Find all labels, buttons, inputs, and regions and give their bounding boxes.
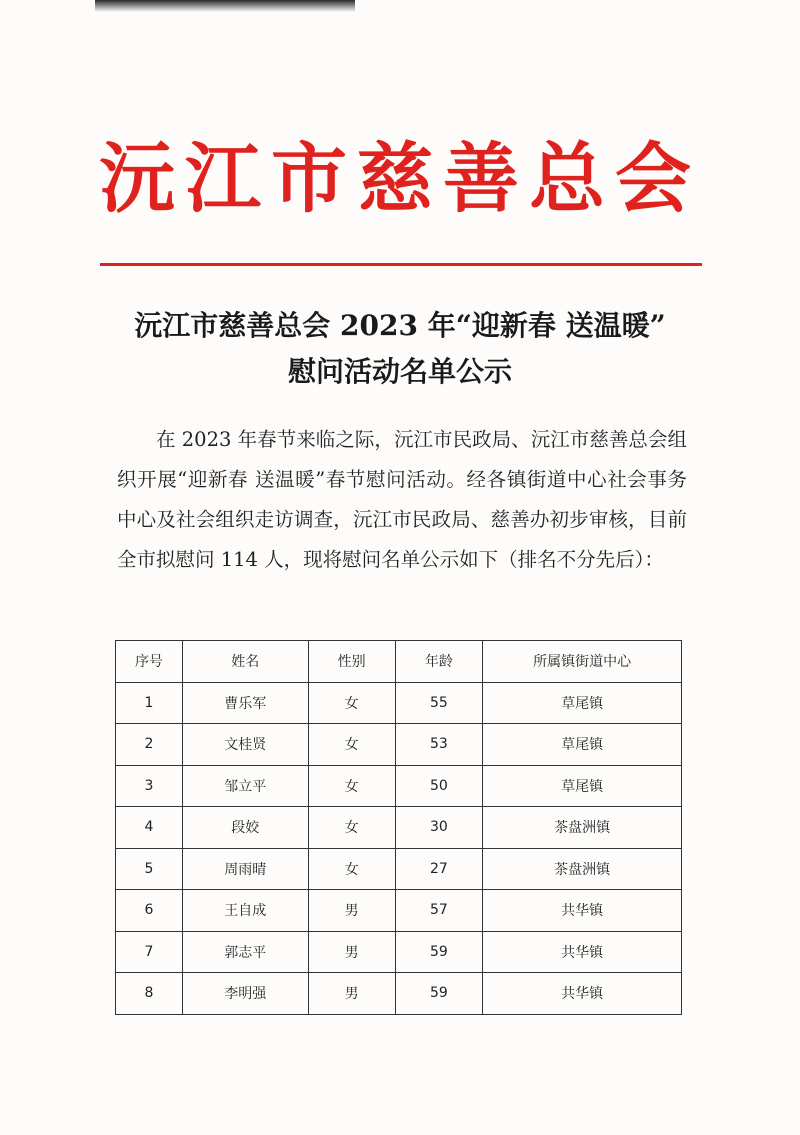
cell-town: 茶盘洲镇 (483, 807, 682, 849)
cell-town: 共华镇 (483, 931, 682, 973)
cell-town: 共华镇 (483, 973, 682, 1015)
cell-name: 曹乐军 (182, 682, 308, 724)
cell-gender: 女 (308, 765, 395, 807)
cell-name: 文桂贤 (182, 724, 308, 766)
cell-index: 2 (116, 724, 183, 766)
cell-name: 王自成 (182, 890, 308, 932)
table-row (116, 848, 682, 890)
cell-town: 草尾镇 (483, 765, 682, 807)
header-index: 序号 (116, 641, 183, 683)
cell-gender: 男 (308, 890, 395, 932)
org-letterhead: 沅江市慈善总会 (99, 134, 701, 223)
cell-name: 段姣 (182, 807, 308, 849)
cell-index: 6 (116, 890, 183, 932)
cell-index: 8 (116, 973, 183, 1015)
cell-gender: 女 (308, 724, 395, 766)
red-divider (100, 263, 702, 266)
table-row (116, 765, 682, 807)
cell-age: 55 (395, 682, 483, 724)
cell-age: 53 (395, 724, 483, 766)
cell-age: 27 (395, 848, 483, 890)
table-row (116, 973, 682, 1015)
table-row (116, 931, 682, 973)
cell-index: 5 (116, 848, 183, 890)
header-age: 年龄 (395, 641, 483, 683)
roster-table (115, 640, 682, 1015)
cell-age: 59 (395, 973, 483, 1015)
cell-town: 草尾镇 (483, 682, 682, 724)
cell-town: 茶盘洲镇 (483, 848, 682, 890)
cell-age: 50 (395, 765, 483, 807)
scan-edge-shadow (95, 0, 355, 12)
table-row (116, 807, 682, 849)
cell-name: 周雨晴 (182, 848, 308, 890)
intro-paragraph: 在 2023 年春节来临之际，沅江市民政局、沅江市慈善总会组织开展“迎新春 送温暖”春节慰问活动。经各镇街道中心社会事务中心及社会组织走访调查，沅江市民政局、慈善办初步审核，目前全市拟慰问 114 人，现将慰问名单公示如下（排名不分先后）： (117, 428, 687, 571)
cell-age: 59 (395, 931, 483, 973)
cell-name: 郭志平 (182, 931, 308, 973)
document-title-line2: 慰问活动名单公示 (287, 355, 512, 388)
cell-index: 1 (116, 682, 183, 724)
cell-gender: 男 (308, 973, 395, 1015)
header-town: 所属镇街道中心 (483, 641, 682, 683)
cell-index: 7 (116, 931, 183, 973)
cell-town: 草尾镇 (483, 724, 682, 766)
cell-town: 共华镇 (483, 890, 682, 932)
table-row (116, 724, 682, 766)
cell-name: 李明强 (182, 973, 308, 1015)
cell-age: 30 (395, 807, 483, 849)
table-header-row (116, 641, 682, 683)
header-name: 姓名 (182, 641, 308, 683)
cell-gender: 女 (308, 807, 395, 849)
table-row (116, 682, 682, 724)
cell-name: 邹立平 (182, 765, 308, 807)
cell-index: 4 (116, 807, 183, 849)
cell-gender: 女 (308, 682, 395, 724)
document-title-line1: 沅江市慈善总会 2023 年“迎新春 送温暖” (134, 309, 666, 342)
cell-gender: 男 (308, 931, 395, 973)
cell-gender: 女 (308, 848, 395, 890)
cell-age: 57 (395, 890, 483, 932)
header-gender: 性别 (308, 641, 395, 683)
cell-index: 3 (116, 765, 183, 807)
table-row (116, 890, 682, 932)
